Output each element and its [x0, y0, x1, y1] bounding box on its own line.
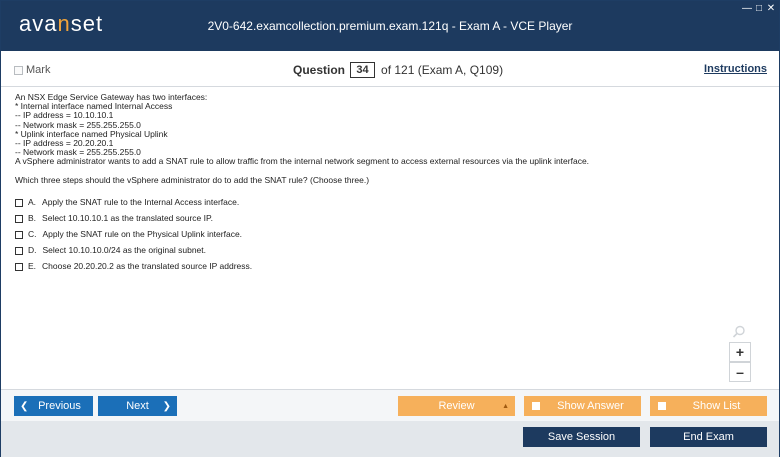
question-of-label: of 121 (Exam A, Q109) — [381, 63, 504, 77]
question-line: A vSphere administrator wants to add a SNAT rule to allow traffic from the internal network segment to access external resources via the uplink interface. — [15, 156, 590, 167]
minimize-icon[interactable]: — — [742, 3, 752, 14]
review-label: Review — [438, 400, 475, 412]
question-number-field[interactable]: 34 — [350, 62, 375, 78]
question-line: -- Network mask = 255.255.255.0 — [15, 147, 141, 158]
option-text: Apply the SNAT rule on the Physical Uplink interface. — [42, 229, 243, 240]
question-header — [1, 51, 779, 87]
zoom-out-button[interactable]: – — [729, 362, 751, 382]
mark-checkbox[interactable] — [14, 64, 50, 76]
next-label: Next — [126, 400, 149, 412]
window-title: 2V0-642.examcollection.premium.exam.121q - Exam A - VCE Player — [207, 19, 573, 33]
chevron-right-icon: ❯ — [162, 400, 171, 412]
chevron-left-icon: ❮ — [20, 400, 29, 412]
option-checkbox[interactable] — [15, 199, 23, 207]
answer-option-d[interactable] — [15, 243, 755, 259]
option-checkbox[interactable] — [15, 263, 23, 271]
footer-bar — [1, 421, 779, 457]
option-text: Apply the SNAT rule to the Internal Access interface. — [42, 197, 240, 208]
option-letter: A. — [28, 197, 37, 208]
question-line: * Uplink interface named Physical Uplink — [15, 128, 168, 139]
mark-label: Mark — [26, 64, 51, 76]
previous-label: Previous — [38, 400, 81, 412]
mark-box[interactable] — [14, 66, 23, 75]
show-list-button[interactable] — [650, 396, 767, 416]
option-checkbox[interactable] — [15, 247, 23, 255]
answer-option-e[interactable] — [15, 259, 755, 275]
show-answer-button[interactable] — [524, 396, 641, 416]
option-text: Choose 20.20.20.2 as the translated source IP address. — [42, 261, 253, 272]
zoom-in-button[interactable]: + — [729, 342, 751, 362]
save-session-button[interactable]: Save Session — [523, 427, 640, 447]
maximize-icon[interactable]: □ — [755, 3, 763, 14]
checkbox-icon — [532, 402, 540, 410]
title-bar — [1, 1, 779, 51]
option-text: Select 10.10.10.1 as the translated source IP. — [42, 213, 213, 224]
end-exam-button[interactable]: End Exam — [650, 427, 767, 447]
next-button[interactable] — [98, 396, 177, 416]
navigation-bar — [1, 389, 779, 421]
show-list-label: Show List — [692, 400, 741, 412]
question-content — [15, 93, 755, 275]
question-label: Question — [293, 63, 346, 77]
answer-option-b[interactable] — [15, 211, 755, 227]
show-answer-label: Show Answer — [557, 400, 624, 412]
question-line: An NSX Edge Service Gateway has two interfaces: — [15, 92, 208, 102]
previous-button[interactable] — [14, 396, 93, 416]
answer-option-a[interactable] — [15, 195, 755, 211]
search-icon[interactable] — [732, 325, 746, 339]
question-prompt: Which three steps should the vSphere administrator do to add the SNAT rule? (Choose three.) — [15, 174, 370, 185]
option-text: Select 10.10.10.0/24 as the original subnet. — [42, 245, 207, 256]
option-letter: E. — [28, 261, 37, 272]
option-letter: D. — [28, 245, 37, 256]
option-letter: B. — [28, 213, 37, 224]
review-button[interactable] — [398, 396, 515, 416]
answer-option-c[interactable] — [15, 227, 755, 243]
question-line: -- IP address = 20.20.20.1 — [15, 138, 114, 149]
instructions-link[interactable]: Instructions — [704, 63, 767, 75]
triangle-up-icon: ▲ — [502, 402, 509, 410]
close-icon[interactable]: ✕ — [766, 3, 776, 14]
option-checkbox[interactable] — [15, 215, 23, 223]
question-line: -- IP address = 10.10.10.1 — [15, 110, 114, 121]
option-letter: C. — [28, 229, 37, 240]
option-checkbox[interactable] — [15, 231, 23, 239]
checkbox-icon — [658, 402, 666, 410]
question-line: -- Network mask = 255.255.255.0 — [15, 119, 141, 130]
question-indicator — [293, 62, 503, 78]
avanset-logo: avanset — [19, 11, 104, 36]
answer-options — [15, 195, 755, 275]
question-line: * Internal interface named Internal Access — [15, 101, 173, 112]
